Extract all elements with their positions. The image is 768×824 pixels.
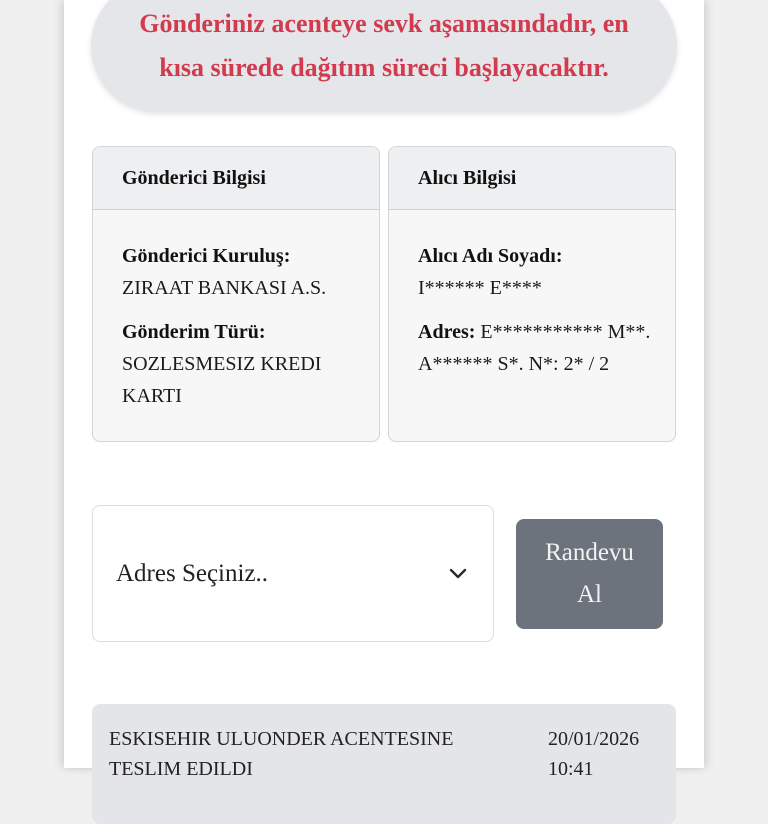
field-label: Gönderim Türü: bbox=[122, 321, 266, 343]
field-label: Adres: bbox=[418, 321, 476, 343]
address-select[interactable] bbox=[92, 505, 494, 642]
sender-card-title: Gönderici Bilgisi bbox=[93, 147, 379, 210]
history-time: 10:41 bbox=[548, 758, 594, 780]
chevron-down-icon bbox=[447, 562, 469, 584]
sender-organization-field bbox=[122, 240, 359, 304]
history-row bbox=[92, 704, 676, 824]
field-label: Alıcı Adı Soyadı: bbox=[418, 245, 563, 267]
receiver-name-field bbox=[418, 240, 655, 304]
history-description: ESKISEHIR ULUONDER ACENTESINE TESLIM EDILDI bbox=[109, 728, 454, 780]
history-datetime bbox=[548, 724, 658, 824]
status-banner bbox=[91, 0, 677, 112]
address-select-value: Adres Seçiniz.. bbox=[116, 559, 269, 587]
appointment-button[interactable]: Randevu Al bbox=[516, 519, 663, 629]
receiver-address-field bbox=[418, 316, 655, 380]
field-label: Gönderici Kuruluş: bbox=[122, 245, 291, 267]
field-value: E*********** M**. A****** S*. N*: 2* / 2 bbox=[418, 321, 651, 375]
shipment-type-field bbox=[122, 316, 359, 412]
status-message: Gönderiniz acenteye sevk aşamasındadır, en kısa sürede dağıtım süreci başlayacaktır. bbox=[139, 9, 629, 82]
receiver-info-card bbox=[388, 146, 676, 442]
history-date: 20/01/2026 bbox=[548, 728, 640, 750]
field-value: ZIRAAT BANKASI A.S. bbox=[122, 277, 327, 299]
sender-info-card bbox=[92, 146, 380, 442]
field-value: SOZLESMESIZ KREDI KARTI bbox=[122, 353, 322, 407]
field-value: I****** E**** bbox=[418, 277, 542, 299]
page-container bbox=[64, 0, 704, 780]
receiver-card-title: Alıcı Bilgisi bbox=[389, 147, 675, 210]
